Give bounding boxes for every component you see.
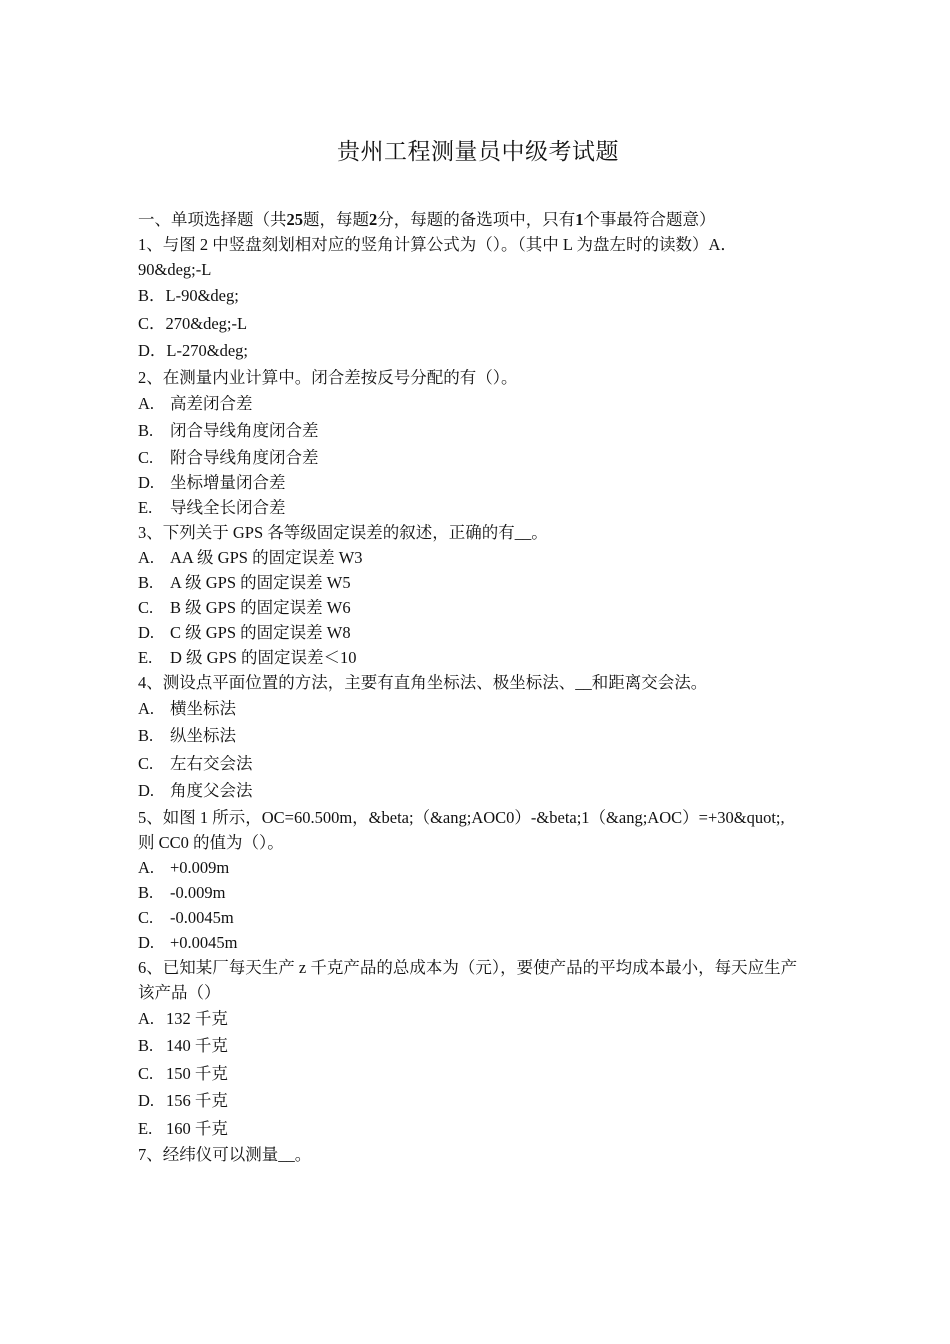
option <box>138 337 818 365</box>
option-text: 140 千克 <box>166 1036 228 1055</box>
option-text: -0.0045m <box>170 907 234 927</box>
option-letter: E. <box>138 647 153 667</box>
option-letter: A. <box>138 698 155 718</box>
option-text: D 级 GPS 的固定误差＜10 <box>170 647 357 667</box>
option-letter: E. <box>138 1118 153 1138</box>
option <box>138 750 818 778</box>
option <box>138 620 818 645</box>
question-score: 2 <box>369 210 378 229</box>
option <box>138 390 818 418</box>
section-heading-text: 题，每题 <box>303 210 369 229</box>
question-2: 2、在测量内业计算中。闭合差按反号分配的有（）。 <box>138 367 518 387</box>
option <box>138 417 818 445</box>
question-count: 25 <box>286 210 303 229</box>
option-text: A 级 GPS 的固定误差 W5 <box>170 572 351 592</box>
option-letter: B. <box>138 572 154 592</box>
option <box>138 1005 818 1033</box>
option-text: 导线全长闭合差 <box>170 497 286 517</box>
question-3: 3、下列关于 GPS 各等级固定误差的叙述，正确的有__。 <box>138 522 548 542</box>
option <box>138 645 818 670</box>
question-4: 4、测设点平面位置的方法，主要有直角坐标法、极坐标法、__和距离交会法。 <box>138 672 708 692</box>
option <box>138 570 818 595</box>
correct-count: 1 <box>575 210 584 229</box>
option-letter: A. <box>138 857 155 877</box>
question-1: 1、与图 2 中竖盘刻划相对应的竖角计算公式为（）。（其中 L 为盘左时的读数）A．90&deg;-L <box>138 235 737 279</box>
option-letter: A. <box>138 547 155 567</box>
option-letter: C. <box>138 597 154 617</box>
option <box>138 695 818 723</box>
question-7: 7、经纬仪可以测量__。 <box>138 1145 312 1164</box>
option <box>138 310 818 338</box>
option-letter: D. <box>138 781 155 800</box>
option <box>138 282 818 310</box>
option-text: 横坐标法 <box>170 698 236 718</box>
option-letter: C. <box>138 907 154 927</box>
section-heading-text: 分，每题的备选项中，只有 <box>377 210 576 229</box>
section-heading <box>138 207 798 232</box>
option-text: L-270&deg; <box>166 341 248 360</box>
option-letter: B． <box>138 286 166 305</box>
option <box>138 470 818 495</box>
option <box>138 495 818 520</box>
option <box>138 930 818 955</box>
option-text: L-90&deg; <box>165 286 239 305</box>
option-text: B 级 GPS 的固定误差 W6 <box>170 597 351 617</box>
option-letter: B. <box>138 882 154 902</box>
option <box>138 722 818 750</box>
question-6: 6、已知某厂每天生产 z 千克产品的总成本为（元），要使产品的平均成本最小，每天应生产该产品（） <box>138 957 798 1002</box>
option <box>138 445 818 470</box>
section-heading-text: 个事最符合题意） <box>583 210 716 229</box>
option <box>138 595 818 620</box>
option <box>138 1060 818 1088</box>
document-title: 贵州工程测量员中级考试题 <box>337 139 619 164</box>
option-letter: E. <box>138 497 153 517</box>
option-text: 纵坐标法 <box>170 726 236 745</box>
option-text: C 级 GPS 的固定误差 W8 <box>170 622 351 642</box>
option <box>138 880 818 905</box>
option-letter: C. <box>138 753 154 773</box>
option <box>138 1032 818 1060</box>
option-text: AA 级 GPS 的固定误差 W3 <box>170 547 363 567</box>
option-text: -0.009m <box>170 882 226 902</box>
option-text: 闭合导线角度闭合差 <box>170 421 319 440</box>
option <box>138 1115 818 1143</box>
option <box>138 1087 818 1115</box>
option-letter: C. <box>138 447 154 467</box>
option-letter: D． <box>138 341 167 360</box>
document-body <box>138 207 818 1167</box>
option-letter: A. <box>138 393 155 413</box>
option-letter: D. <box>138 1091 155 1110</box>
option-letter: D. <box>138 622 155 642</box>
option <box>138 545 818 570</box>
option-text: 270&deg;-L <box>165 313 248 333</box>
option-letter: D. <box>138 932 155 952</box>
section-heading-text: 一、单项选择题（共 <box>138 210 287 229</box>
option-letter: C． <box>138 313 166 333</box>
option-text: +0.009m <box>170 857 230 877</box>
option-text: +0.0045m <box>170 932 238 952</box>
question-5: 5、如图 1 所示，OC=60.500m，&beta;（&ang;AOC0）-&beta;1（&ang;AOC）=+30&quot;, 则 CC0 的值为（）。 <box>138 807 785 852</box>
option-text: 150 千克 <box>166 1063 228 1083</box>
option-text: 角度父会法 <box>170 781 253 800</box>
option-letter: A. <box>138 1008 155 1028</box>
option-text: 160 千克 <box>166 1118 228 1138</box>
option-text: 156 千克 <box>166 1091 228 1110</box>
option-letter: C. <box>138 1063 154 1083</box>
option-text: 132 千克 <box>166 1008 228 1028</box>
option-text: 附合导线角度闭合差 <box>170 447 319 467</box>
option <box>138 777 818 805</box>
option-text: 左右交会法 <box>170 753 253 773</box>
option <box>138 905 818 930</box>
option-letter: B. <box>138 726 154 745</box>
option-text: 高差闭合差 <box>170 393 253 413</box>
option-letter: B. <box>138 1036 154 1055</box>
option-letter: B. <box>138 421 154 440</box>
option-letter: D. <box>138 472 155 492</box>
option <box>138 855 818 880</box>
option-text: 坐标增量闭合差 <box>170 472 286 492</box>
